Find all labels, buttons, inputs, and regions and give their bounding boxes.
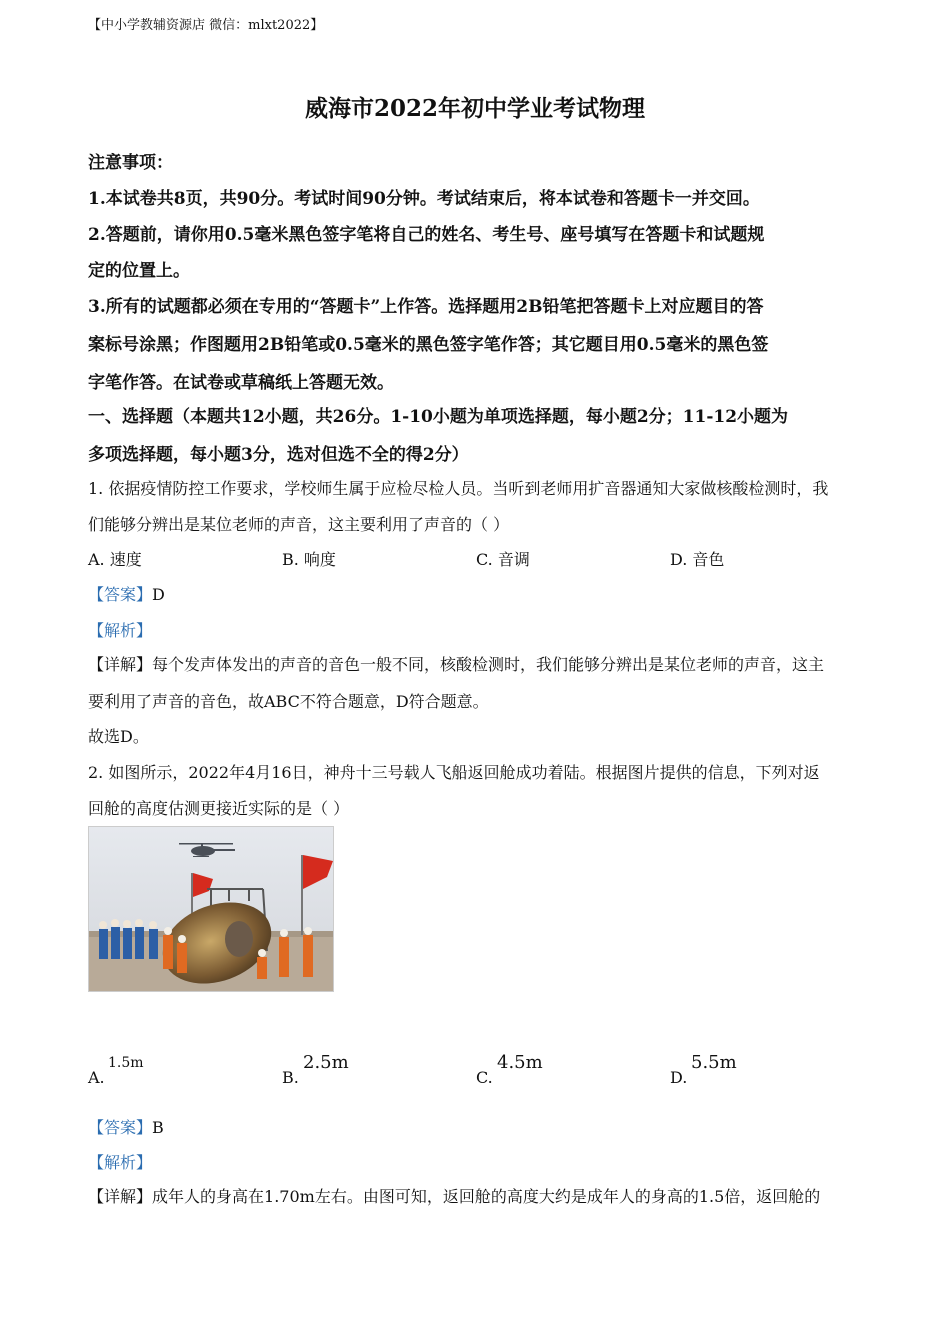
q2-detail-line-1: [88, 1184, 820, 1207]
q1-option-b: B. 响度: [282, 550, 336, 569]
q2-analysis-tag: 【解析】: [88, 1153, 153, 1172]
note-2-line-1: 2.答题前，请你用0.5毫米黑色签字笔将自己的姓名、考生号、座号填写在答题卡和试题规: [88, 225, 765, 245]
q2-option-d-value: 5.5m: [691, 1052, 737, 1073]
note-3-line-3: 字笔作答。在试卷或草稿纸上答题无效。: [88, 373, 394, 393]
q1-stem-line-2: 们能够分辨出是某位老师的声音，这主要利用了声音的（ ）: [88, 515, 510, 534]
q2-option-a-letter: A.: [88, 1068, 105, 1087]
section-heading-line-1: 一、选择题（本题共12小题，共26分。1-10小题为单项选择题，每小题2分；11-12小题为: [88, 407, 789, 427]
q1-answer: [88, 582, 165, 605]
note-3-line-1: 3.所有的试题都必须在专用的“答题卡”上作答。选择题用2B铅笔把答题卡上对应题目的答: [88, 297, 764, 317]
section-heading-line-2: 多项选择题，每小题3分，选对但选不全的得2分）: [88, 445, 469, 465]
q1-detail-line-1: [88, 652, 824, 675]
detail-text: 成年人的身高在1.70m左右。由图可知，返回舱的高度大约是成年人的身高的1.5倍，返回舱的: [152, 1187, 821, 1206]
detail-text: 每个发声体发出的声音的音色一般不同，核酸检测时，我们能够分辨出是某位老师的声音，这主: [152, 655, 825, 674]
q1-stem-line-1: 1. 依据疫情防控工作要求，学校师生属于应检尽检人员。当听到老师用扩音器通知大家做核酸检测时，我: [88, 479, 829, 498]
q1-option-a: A. 速度: [88, 550, 142, 569]
q1-option-c: C. 音调: [476, 550, 530, 569]
answer-value: D: [152, 585, 165, 604]
q1-detail-line-2: 要利用了声音的音色，故ABC不符合题意，D符合题意。: [88, 692, 489, 711]
q2-option-c-letter: C.: [476, 1068, 493, 1087]
answer-tag: 【答案】: [88, 1118, 153, 1137]
capsule-landing-photo: [88, 826, 334, 992]
q1-conclusion: 故选D。: [88, 727, 149, 746]
q2-option-a-value: 1.5m: [108, 1055, 144, 1071]
q1-option-d: D. 音色: [670, 550, 725, 569]
q2-option-c-value: 4.5m: [497, 1052, 543, 1073]
page-title: 威海市2022年初中学业考试物理: [304, 95, 645, 122]
q2-answer: [88, 1115, 164, 1138]
note-2-line-2: 定的位置上。: [88, 261, 190, 281]
q2-option-b-value: 2.5m: [303, 1052, 349, 1073]
note-3-line-2: 案标号涂黑；作图题用2B铅笔或0.5毫米的黑色签字笔作答；其它题目用0.5毫米的黑色签: [88, 335, 769, 355]
q1-analysis-tag: 【解析】: [88, 621, 153, 640]
q2-option-b-letter: B.: [282, 1068, 299, 1087]
q2-stem-line-1: 2. 如图所示，2022年4月16日，神舟十三号载人飞船返回舱成功着陆。根据图片提供的信息，下列对返: [88, 763, 820, 782]
note-1: 1.本试卷共8页，共90分。考试时间90分钟。考试结束后，将本试卷和答题卡一并交回。: [88, 189, 760, 209]
detail-tag: 【详解】: [88, 655, 153, 674]
q2-option-d-letter: D.: [670, 1068, 688, 1087]
notes-heading: 注意事项：: [88, 153, 173, 173]
q2-stem-line-2: 回舱的高度估测更接近实际的是（ ）: [88, 799, 350, 818]
page-header: 【中小学教辅资源店 微信：mlxt2022】: [88, 18, 324, 33]
answer-tag: 【答案】: [88, 585, 153, 604]
answer-value: B: [152, 1118, 164, 1137]
detail-tag: 【详解】: [88, 1187, 153, 1206]
